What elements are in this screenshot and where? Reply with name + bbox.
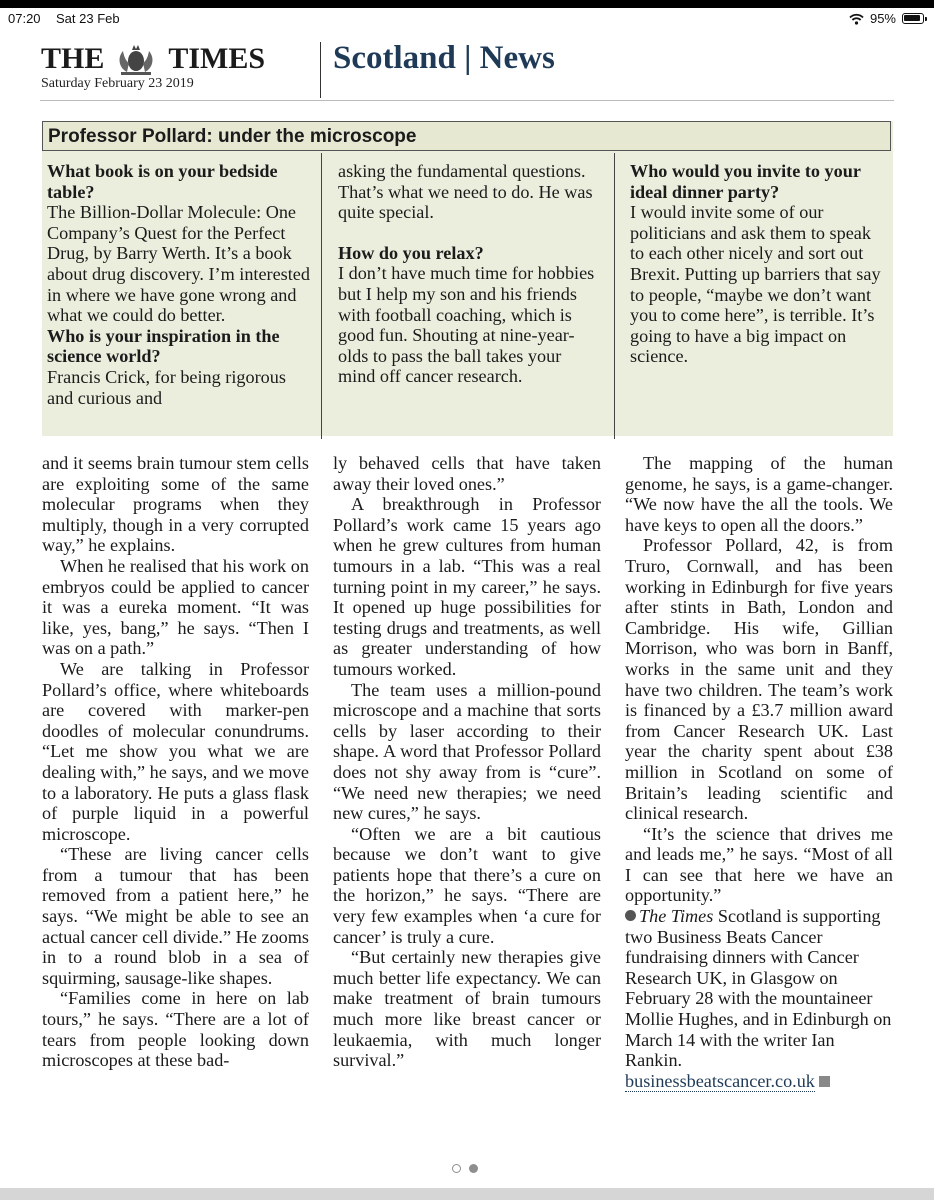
publication-date: Saturday February 23 2019 (41, 76, 194, 91)
bottom-bar (0, 1188, 934, 1200)
article-paragraph: Professor Pollard, 42, is from Truro, Cornwall, and has been working in Edinburgh for five years after stints in Bath, London and Cambridge. His wife, Gillian Morrison, who was born in Banff, works in the same unit and they have two children. The team’s work is financed by a £3.7 million award from Cancer Research UK. Last year the charity spent about £38 million in Scotland on some of Britain’s leading scientific and clinical research. (625, 535, 893, 824)
article-paragraph: The team uses a million-pound microscope and a machine that sorts cells by laser according to their shape. A word that Professor Pollard does not shy away from is “cure”. “We need new therapies; we need new cures,” he says. (333, 679, 601, 824)
article-column-3 (625, 453, 893, 1091)
end-mark-icon (819, 1076, 830, 1087)
qa-box-title: Professor Pollard: under the microscope (42, 121, 891, 151)
qa-question: Who would you invite to your ideal dinner party? (630, 161, 861, 202)
masthead-divider (320, 42, 321, 98)
masthead (40, 36, 900, 98)
qa-box (42, 121, 893, 436)
status-right (849, 11, 924, 26)
promo-note-lead: The Times (639, 906, 714, 927)
page-dot-2[interactable] (469, 1164, 478, 1173)
promo-note-text: Scotland is supporting two Business Beats Cancer fundraising dinners with Cancer Research UK, in Glasgow on February 28 with the mountaineer Mollie Hughes, and in Edinburgh on March 14 with the writer Ian Rankin. (625, 906, 892, 1071)
battery-icon (902, 13, 924, 24)
qa-question: Who is your inspiration in the science world? (47, 325, 280, 367)
qa-column-1 (47, 161, 312, 408)
article-paragraph: “But certainly new therapies give much better life expectancy. We can make treatment of brain tumours much more like breast cancer or leukaemia, with much longer survival.” (333, 947, 601, 1071)
qa-question: How do you relax? (338, 242, 484, 263)
status-date: Sat 23 Feb (56, 11, 120, 26)
logo-times: TIMES (168, 42, 266, 75)
qa-column-divider (321, 153, 322, 439)
article-paragraph: A breakthrough in Professor Pollard’s work came 15 years ago when he grew cultures from human tumours in a lab. “This was a real turning point in my career,” he says. It opened up huge possibilities for testing drugs and treatments, as well as greater understanding of how tumours worked. (333, 494, 601, 679)
section-title: Scotland | News (333, 40, 555, 76)
page-dot-1[interactable] (452, 1164, 461, 1173)
article-column-2 (333, 453, 601, 1071)
masthead-rule (40, 100, 894, 101)
article-paragraph: ly behaved cells that have taken away their loved ones.” (333, 453, 601, 494)
article-paragraph: “Families come in here on lab tours,” he says. “There are a lot of tears from people looking down microscopes at these bad- (42, 988, 309, 1071)
qa-answer: I don’t have much time for hobbies but I help my son and his friends with football coaching, which is good fun. Shouting at nine-year-olds to pass the ball takes your mind off cancer research. (338, 263, 595, 387)
article-paragraph: When he realised that his work on embryos could be applied to cancer it was a eureka moment. “It was like, yes, bang,” he says. “Then I was on a path.” (42, 555, 309, 659)
qa-column-divider (614, 153, 615, 439)
article-paragraph: We are talking in Professor Pollard’s office, where whiteboards are covered with marker-pen doodles of molecular conundrums. “Let me show you what we are dealing with,” he says, and we move to a laboratory. He puts a glass flask of purple liquid in a powerful microscope. (42, 658, 309, 844)
status-time: 07:20 (8, 11, 41, 26)
page-indicator[interactable] (452, 1164, 478, 1173)
article-paragraph: The mapping of the human genome, he says, is a game-changer. “We now have the all the tools. We have keys to open all the doors.” (625, 453, 893, 535)
article-paragraph: “It’s the science that drives me and leads me,” he says. “Most of all I can see that here we have an opportunity.” (625, 823, 893, 906)
logo-the: THE (41, 42, 105, 75)
qa-question: What book is on your bedside table? (47, 161, 278, 202)
qa-answer: asking the fundamental questions. That’s what we need to do. He was quite special. (338, 161, 593, 223)
wifi-icon (849, 13, 864, 25)
qa-answer: The Billion-Dollar Molecule: One Company’s Quest for the Perfect Drug, by Barry Werth. It’s a book about drug discovery. I’m interested in where we have gone wrong and what we could do better. (47, 202, 310, 326)
bullet-icon (625, 910, 636, 921)
article-paragraph: “Often we are a bit cautious because we don’t want to give patients hope that there’s a cure on the horizon,” he says. “There are very few examples when ‘a cure for cancer’ is truly a cure. (333, 823, 601, 947)
battery-percent: 95% (869, 11, 896, 26)
qa-answer: Francis Crick, for being rigorous and curious and (47, 366, 286, 408)
article-column-1 (42, 453, 309, 1071)
status-bar (0, 8, 934, 32)
promo-note (625, 906, 893, 1091)
article-paragraph: “These are living cancer cells from a tumour that has been removed from a patient here,” he says. “We might be able to see an actual cancer cell divide.” He zooms in to a round blob in a sea of squirming, sausage-like shapes. (42, 844, 309, 988)
qa-column-3 (630, 161, 885, 367)
qa-answer: I would invite some of our politicians and ask them to speak to each other nicely and sort out Brexit. Putting up barriers that say to people, “maybe we don’t want you to come here”, is terrible. It’s going to have a big impact on science. (630, 202, 881, 367)
promo-link[interactable]: businessbeatscancer.co.uk (625, 1070, 815, 1091)
top-black-bar (0, 0, 934, 8)
qa-column-2 (338, 161, 600, 387)
article-paragraph: and it seems brain tumour stem cells are exploiting some of the same molecular programs when they multiply, though in a very corrupted way,” he explains. (42, 453, 309, 556)
royal-crest-icon (107, 42, 165, 76)
times-logo (41, 42, 265, 76)
